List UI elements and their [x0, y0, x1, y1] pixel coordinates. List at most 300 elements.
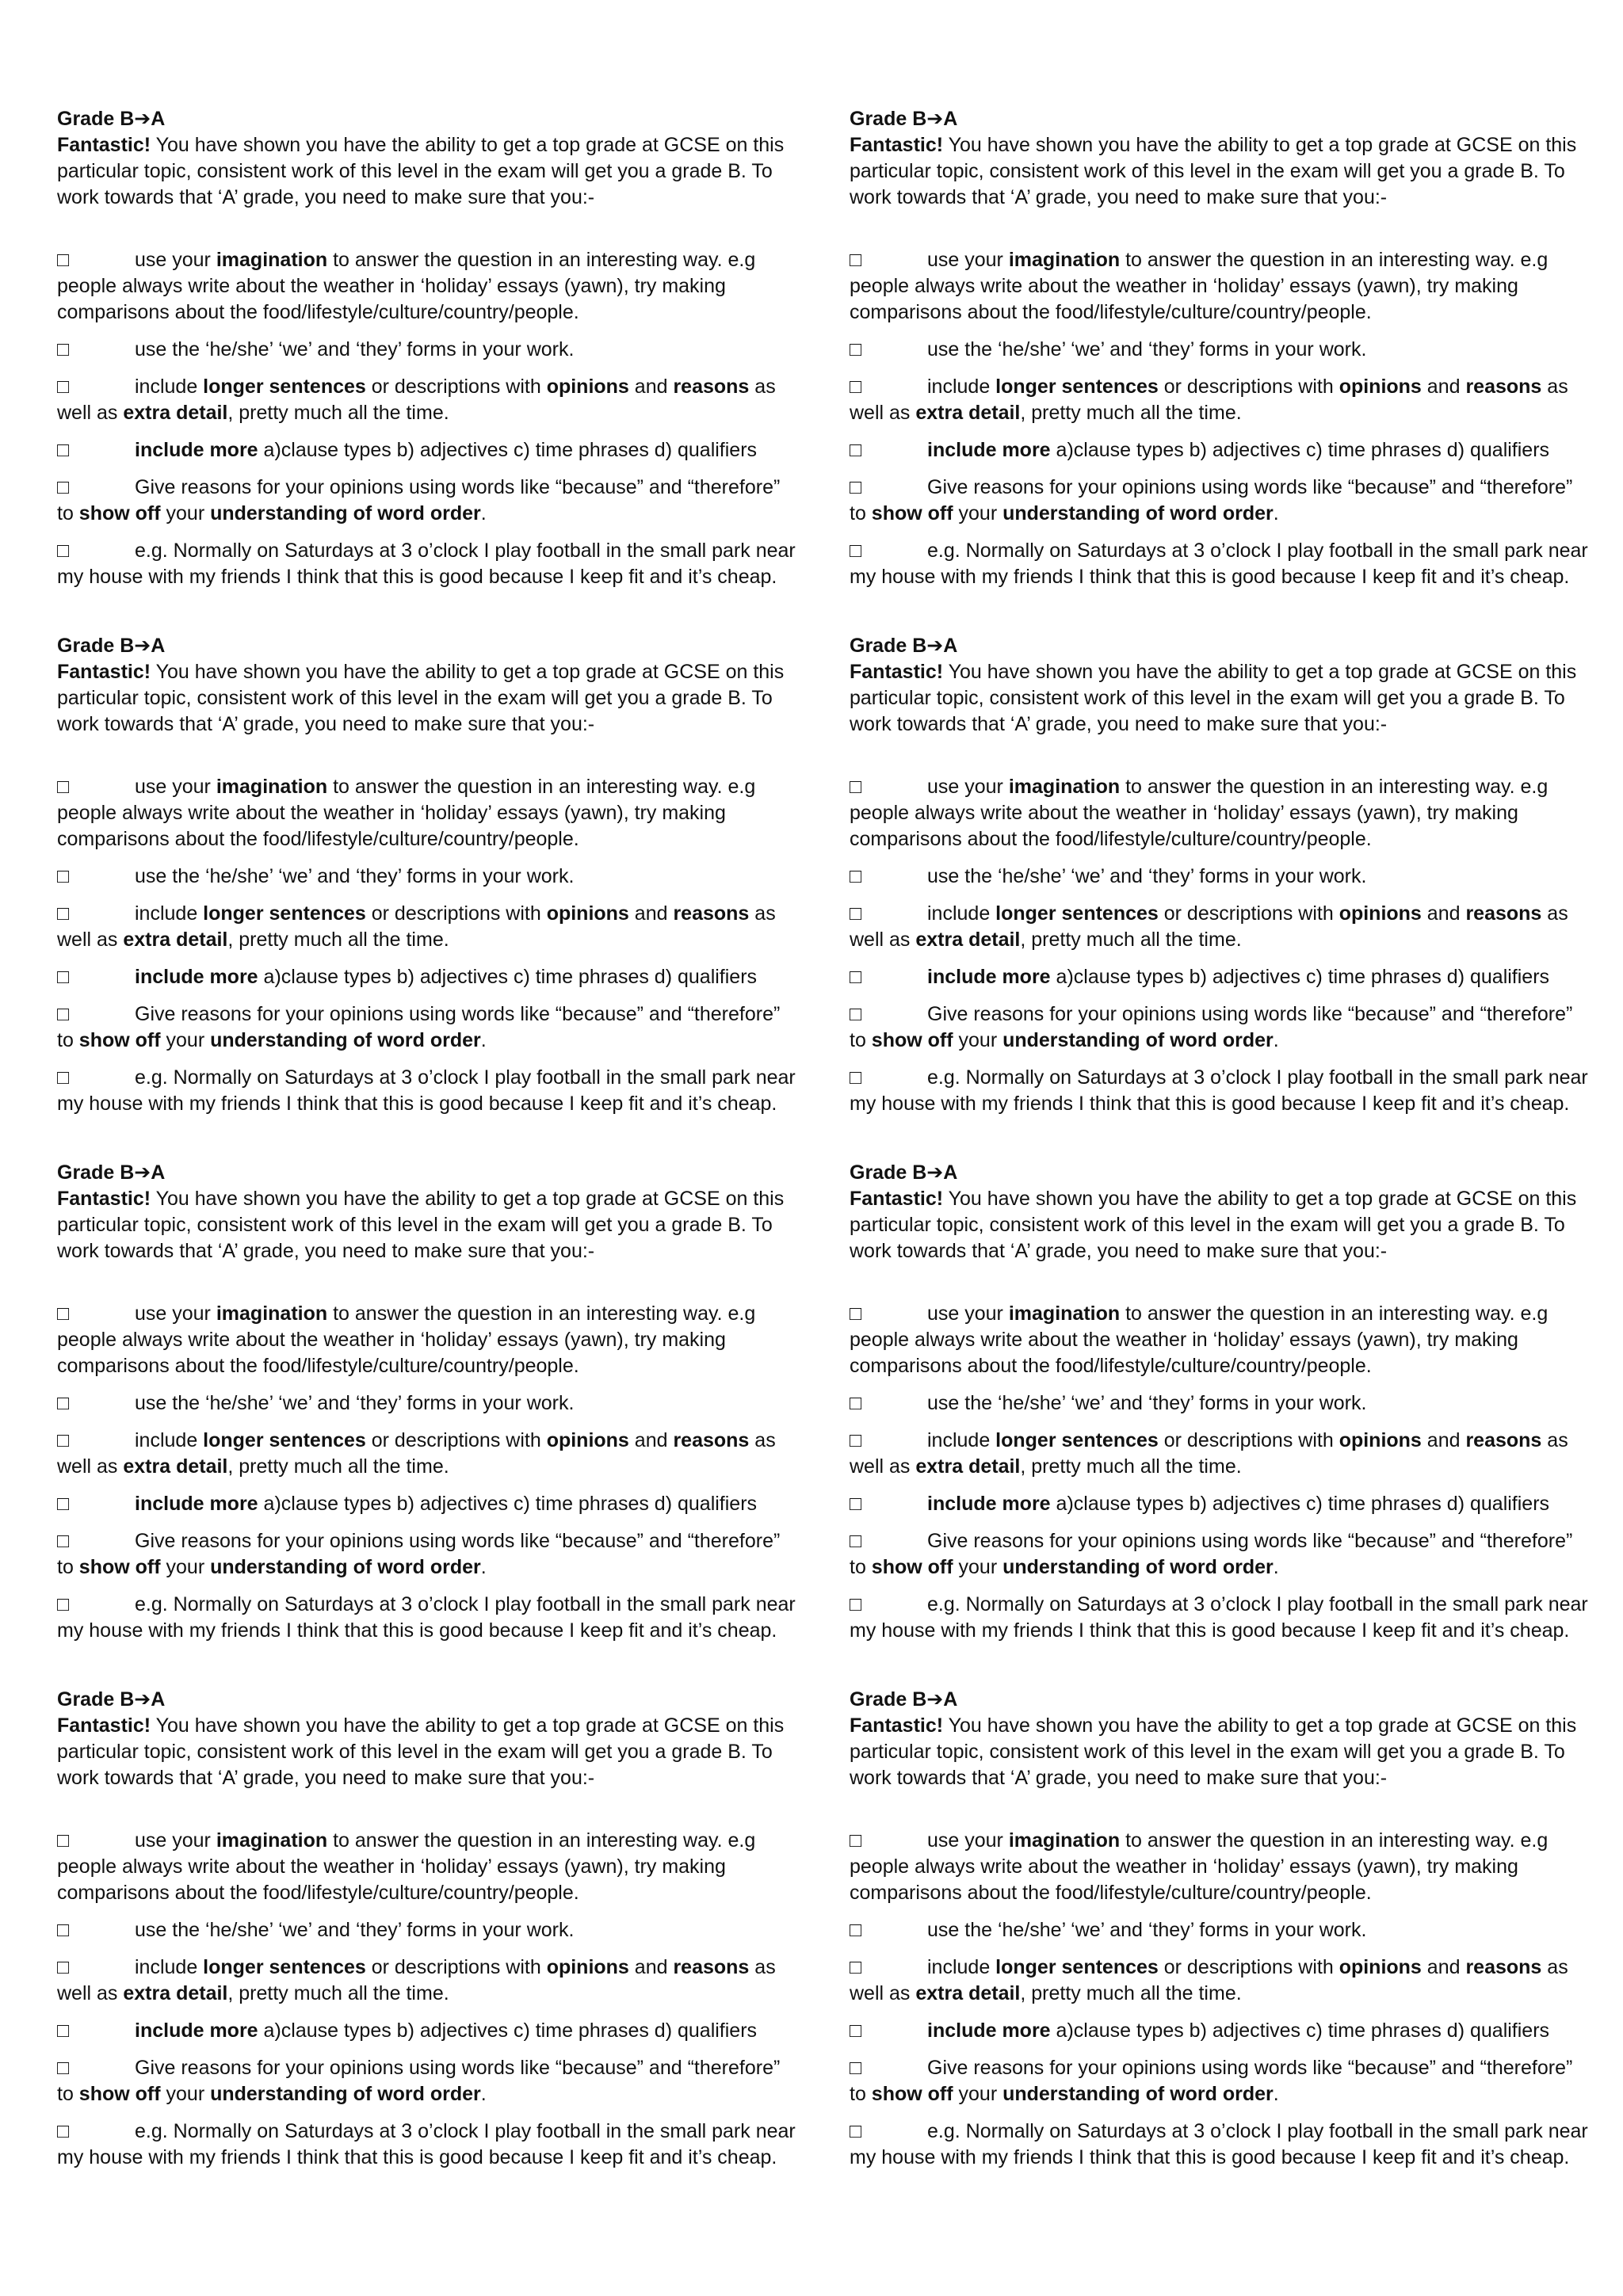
item-text: .: [480, 1029, 487, 1051]
intro-text: You have shown you have the ability to get a top grade at GCSE on this particular topic, consistent work of this level in the exam will get you a grade B. To work towards that ‘A’ grade, you need to make sure that you:-: [57, 661, 785, 735]
item-emphasis: reasons: [1465, 902, 1542, 925]
item-text: e.g. Normally on Saturdays at 3 o’clock I play football in the small park near my house with my friends I think that this is good because I keep fit and it’s cheap.: [850, 1593, 1588, 1642]
right-arrow-icon: ➔: [134, 635, 151, 657]
item-text: and: [628, 1956, 674, 1978]
checklist-item: [850, 1955, 1594, 2007]
card-heading: [850, 106, 1594, 132]
checklist-item: [57, 1491, 802, 1517]
checkbox-icon: □: [850, 1066, 862, 1089]
intro-text: You have shown you have the ability to get a top grade at GCSE on this particular topic, consistent work of this level in the exam will get you a grade B. To work towards that ‘A’ grade, you need to make sure that you:-: [850, 1188, 1577, 1262]
checklist-item: [850, 475, 1594, 527]
item-text: as well as: [57, 1429, 776, 1478]
item-text: to answer the question in an interesting way. e.g people always write about the weather in ‘holiday’ essays (yawn), try making comparisons about the food/lifestyle/culture/country/people.: [850, 249, 1549, 323]
item-text: use the ‘he/she’ ‘we’ and ‘they’ forms in your work.: [135, 1392, 575, 1414]
item-text: and: [628, 376, 674, 398]
grade-from: Grade B: [57, 635, 135, 657]
checkbox-icon: □: [57, 1593, 70, 1615]
intro-emphasis: Fantastic!: [57, 1714, 151, 1737]
intro-text: You have shown you have the ability to get a top grade at GCSE on this particular topic, consistent work of this level in the exam will get you a grade B. To work towards that ‘A’ grade, you need to make sure that you:-: [850, 1714, 1577, 1789]
item-emphasis: include more: [927, 2019, 1051, 2042]
item-emphasis: reasons: [1465, 376, 1542, 398]
intro-emphasis: Fantastic!: [57, 661, 151, 683]
item-emphasis: include more: [927, 966, 1051, 988]
checklist-item: [850, 1528, 1594, 1581]
intro-paragraph: [57, 1186, 802, 1264]
item-text: e.g. Normally on Saturdays at 3 o’clock I play football in the small park near my house with my friends I think that this is good because I keep fit and it’s cheap.: [850, 540, 1588, 588]
checklist-item: [850, 1828, 1594, 1906]
grade-to: A: [943, 635, 958, 657]
item-emphasis: extra detail: [915, 929, 1021, 951]
checklist-item: [850, 1491, 1594, 1517]
checkbox-icon: □: [850, 1003, 862, 1025]
item-emphasis: show off: [871, 1556, 953, 1578]
intro-emphasis: Fantastic!: [57, 1188, 151, 1210]
item-text: Give reasons for your opinions using words like “because” and “therefore” to: [57, 2057, 781, 2105]
checkbox-icon: □: [850, 2019, 862, 2042]
checklist-item: [850, 901, 1594, 953]
intro-emphasis: Fantastic!: [850, 1714, 944, 1737]
checklist-item: [850, 1592, 1594, 1644]
checklist-item: [850, 538, 1594, 590]
item-emphasis: longer sentences: [203, 1429, 366, 1451]
item-text: a)clause types b) adjectives c) time phrases d) qualifiers: [258, 966, 758, 988]
grade-to: A: [151, 635, 166, 657]
item-text: as well as: [57, 376, 776, 424]
checklist-item: [850, 374, 1594, 426]
item-emphasis: include more: [135, 2019, 258, 2042]
item-emphasis: opinions: [1338, 902, 1422, 925]
item-text: and: [628, 1429, 674, 1451]
item-text: include: [927, 902, 996, 925]
item-emphasis: include more: [135, 966, 258, 988]
advice-card: [850, 1687, 1594, 2202]
card-heading: [57, 633, 802, 659]
item-emphasis: show off: [78, 1556, 161, 1578]
checkbox-icon: □: [57, 966, 70, 988]
item-text: your: [160, 1029, 211, 1051]
item-text: to answer the question in an interesting way. e.g people always write about the weather in ‘holiday’ essays (yawn), try making comparisons about the food/lifestyle/culture/country/people.: [850, 1302, 1549, 1377]
item-text: to answer the question in an interesting way. e.g people always write about the weather in ‘holiday’ essays (yawn), try making comparisons about the food/lifestyle/culture/country/people.: [57, 1829, 756, 1904]
item-emphasis: longer sentences: [203, 902, 366, 925]
checklist-item: [57, 1528, 802, 1581]
intro-emphasis: Fantastic!: [850, 661, 944, 683]
checkbox-icon: □: [57, 1392, 70, 1414]
checklist-item: [850, 1001, 1594, 1054]
item-text: your: [160, 502, 211, 524]
card-heading: [850, 633, 1594, 659]
item-text: , pretty much all the time.: [227, 1982, 449, 2004]
item-text: your: [160, 1556, 211, 1578]
item-emphasis: include more: [927, 1493, 1051, 1515]
checklist-item: [850, 337, 1594, 363]
intro-paragraph: [57, 132, 802, 211]
item-text: or descriptions with: [1158, 1956, 1339, 1978]
item-emphasis: extra detail: [123, 929, 228, 951]
item-text: , pretty much all the time.: [227, 1455, 449, 1478]
item-text: and: [628, 902, 674, 925]
checkbox-icon: □: [850, 476, 862, 498]
item-text: or descriptions with: [365, 1956, 547, 1978]
advice-card: [850, 633, 1594, 1148]
item-text: your: [953, 502, 1003, 524]
checkbox-icon: □: [850, 776, 862, 798]
item-text: use the ‘he/she’ ‘we’ and ‘they’ forms in your work.: [927, 338, 1367, 360]
item-text: as well as: [57, 902, 776, 951]
item-text: as well as: [850, 1429, 1568, 1478]
intro-emphasis: Fantastic!: [57, 134, 151, 156]
item-text: use your: [135, 1302, 216, 1325]
item-text: e.g. Normally on Saturdays at 3 o’clock I play football in the small park near my house with my friends I think that this is good because I keep fit and it’s cheap.: [850, 2120, 1588, 2168]
item-emphasis: imagination: [216, 249, 328, 271]
advice-card: [850, 106, 1594, 621]
item-emphasis: longer sentences: [995, 902, 1159, 925]
checkbox-icon: □: [850, 1956, 862, 1978]
item-text: use your: [927, 776, 1009, 798]
item-emphasis: reasons: [673, 902, 750, 925]
item-emphasis: longer sentences: [203, 376, 366, 398]
item-text: , pretty much all the time.: [227, 402, 449, 424]
item-emphasis: imagination: [1008, 1302, 1121, 1325]
item-emphasis: show off: [78, 2083, 161, 2105]
item-emphasis: understanding of word order: [1002, 1029, 1274, 1051]
grade-to: A: [151, 1161, 166, 1184]
item-text: as well as: [850, 1956, 1568, 2004]
item-text: use your: [135, 249, 216, 271]
checklist-item: [850, 1428, 1594, 1480]
item-text: include: [135, 376, 204, 398]
item-emphasis: extra detail: [123, 402, 228, 424]
right-arrow-icon: ➔: [926, 1161, 944, 1184]
checkbox-icon: □: [850, 249, 862, 271]
item-text: use your: [927, 1302, 1009, 1325]
item-emphasis: show off: [871, 1029, 953, 1051]
item-text: .: [480, 502, 487, 524]
item-text: to answer the question in an interesting way. e.g people always write about the weather in ‘holiday’ essays (yawn), try making comparisons about the food/lifestyle/culture/country/people.: [57, 249, 756, 323]
checklist-item: [57, 1828, 802, 1906]
checkbox-icon: □: [850, 376, 862, 398]
checklist-item: [57, 1001, 802, 1054]
checklist-item: [57, 1065, 802, 1117]
intro-text: You have shown you have the ability to get a top grade at GCSE on this particular topic, consistent work of this level in the exam will get you a grade B. To work towards that ‘A’ grade, you need to make sure that you:-: [850, 134, 1577, 208]
item-text: include: [927, 1956, 996, 1978]
checkbox-icon: □: [850, 338, 862, 360]
item-emphasis: opinions: [1338, 1956, 1422, 1978]
checklist-item: [57, 901, 802, 953]
checklist-item: [57, 1301, 802, 1379]
checklist-item: [850, 1917, 1594, 1943]
item-text: Give reasons for your opinions using words like “because” and “therefore” to: [850, 2057, 1573, 2105]
item-text: Give reasons for your opinions using words like “because” and “therefore” to: [850, 476, 1573, 524]
checklist-item: [850, 247, 1594, 326]
checklist-item: [57, 374, 802, 426]
advice-card: [850, 1160, 1594, 1675]
checklist-item: [57, 1955, 802, 2007]
grade-from: Grade B: [850, 635, 927, 657]
item-text: use your: [135, 1829, 216, 1852]
checkbox-icon: □: [57, 865, 70, 887]
checklist-item: [57, 1390, 802, 1417]
right-arrow-icon: ➔: [926, 108, 944, 130]
checkbox-icon: □: [850, 2120, 862, 2142]
item-text: .: [1273, 2083, 1279, 2105]
checklist-item: [850, 1301, 1594, 1379]
item-text: use the ‘he/she’ ‘we’ and ‘they’ forms in your work.: [135, 865, 575, 887]
item-text: a)clause types b) adjectives c) time phrases d) qualifiers: [1050, 439, 1550, 461]
item-text: your: [953, 2083, 1003, 2105]
item-emphasis: show off: [871, 502, 953, 524]
item-text: a)clause types b) adjectives c) time phrases d) qualifiers: [258, 1493, 758, 1515]
item-text: and: [1421, 1956, 1466, 1978]
checklist-item: [850, 964, 1594, 990]
right-arrow-icon: ➔: [134, 1161, 151, 1184]
checklist-item: [850, 2055, 1594, 2107]
checkbox-icon: □: [57, 1429, 70, 1451]
item-text: or descriptions with: [365, 1429, 547, 1451]
checklist-item: [850, 864, 1594, 890]
item-text: a)clause types b) adjectives c) time phrases d) qualifiers: [1050, 2019, 1550, 2042]
item-text: .: [480, 2083, 487, 2105]
item-emphasis: understanding of word order: [1002, 1556, 1274, 1578]
checklist-item: [57, 2018, 802, 2044]
item-text: Give reasons for your opinions using words like “because” and “therefore” to: [850, 1003, 1573, 1051]
checklist-item: [57, 475, 802, 527]
item-text: use the ‘he/she’ ‘we’ and ‘they’ forms in your work.: [927, 865, 1367, 887]
item-text: use your: [927, 1829, 1009, 1852]
checkbox-icon: □: [57, 540, 70, 562]
item-text: as well as: [57, 1956, 776, 2004]
checkbox-icon: □: [850, 540, 862, 562]
checkbox-icon: □: [850, 2057, 862, 2079]
item-text: e.g. Normally on Saturdays at 3 o’clock I play football in the small park near my house with my friends I think that this is good because I keep fit and it’s cheap.: [57, 540, 796, 588]
card-heading: [850, 1687, 1594, 1713]
grade-from: Grade B: [850, 108, 927, 130]
grade-from: Grade B: [850, 1688, 927, 1711]
item-text: and: [1421, 902, 1466, 925]
item-emphasis: imagination: [1008, 776, 1121, 798]
checklist-item: [57, 2055, 802, 2107]
intro-paragraph: [850, 132, 1594, 211]
grade-from: Grade B: [57, 1688, 135, 1711]
item-text: e.g. Normally on Saturdays at 3 o’clock I play football in the small park near my house with my friends I think that this is good because I keep fit and it’s cheap.: [57, 2120, 796, 2168]
item-text: as well as: [850, 902, 1568, 951]
item-emphasis: show off: [78, 502, 161, 524]
item-emphasis: reasons: [1465, 1429, 1542, 1451]
checkbox-icon: □: [850, 865, 862, 887]
item-emphasis: imagination: [216, 1829, 328, 1852]
item-text: Give reasons for your opinions using words like “because” and “therefore” to: [850, 1530, 1573, 1578]
item-emphasis: longer sentences: [995, 1956, 1159, 1978]
intro-text: You have shown you have the ability to get a top grade at GCSE on this particular topic, consistent work of this level in the exam will get you a grade B. To work towards that ‘A’ grade, you need to make sure that you:-: [57, 1714, 785, 1789]
checkbox-icon: □: [57, 249, 70, 271]
checklist-item: [850, 774, 1594, 852]
item-emphasis: longer sentences: [203, 1956, 366, 1978]
item-text: use the ‘he/she’ ‘we’ and ‘they’ forms in your work.: [927, 1919, 1367, 1941]
item-emphasis: understanding of word order: [210, 1556, 481, 1578]
grade-to: A: [943, 1161, 958, 1184]
checkbox-icon: □: [850, 902, 862, 925]
item-text: your: [160, 2083, 211, 2105]
item-text: include: [927, 1429, 996, 1451]
item-emphasis: longer sentences: [995, 1429, 1159, 1451]
item-text: include: [927, 376, 996, 398]
item-text: use the ‘he/she’ ‘we’ and ‘they’ forms in your work.: [135, 1919, 575, 1941]
item-text: your: [953, 1556, 1003, 1578]
grade-to: A: [943, 108, 958, 130]
item-text: a)clause types b) adjectives c) time phrases d) qualifiers: [1050, 966, 1550, 988]
grade-from: Grade B: [57, 108, 135, 130]
item-text: a)clause types b) adjectives c) time phrases d) qualifiers: [1050, 1493, 1550, 1515]
item-text: , pretty much all the time.: [1020, 1982, 1242, 2004]
checklist-item: [850, 1390, 1594, 1417]
intro-emphasis: Fantastic!: [850, 134, 944, 156]
item-text: or descriptions with: [365, 376, 547, 398]
checklist-item: [57, 2119, 802, 2171]
item-emphasis: include more: [135, 1493, 258, 1515]
checkbox-icon: □: [850, 1829, 862, 1852]
item-text: and: [1421, 1429, 1466, 1451]
checkbox-icon: □: [57, 2057, 70, 2079]
right-arrow-icon: ➔: [134, 1688, 151, 1711]
intro-paragraph: [57, 659, 802, 738]
item-emphasis: include more: [927, 439, 1051, 461]
intro-paragraph: [57, 1713, 802, 1791]
grade-to: A: [151, 1688, 166, 1711]
right-arrow-icon: ➔: [926, 1688, 944, 1711]
item-emphasis: imagination: [1008, 249, 1121, 271]
item-emphasis: understanding of word order: [1002, 2083, 1274, 2105]
item-text: include: [135, 1956, 204, 1978]
item-text: or descriptions with: [365, 902, 547, 925]
item-text: your: [953, 1029, 1003, 1051]
item-text: .: [480, 1556, 487, 1578]
checkbox-icon: □: [850, 1530, 862, 1552]
checkbox-icon: □: [57, 476, 70, 498]
item-emphasis: understanding of word order: [210, 502, 481, 524]
checkbox-icon: □: [57, 1829, 70, 1852]
checklist-item: [57, 538, 802, 590]
item-emphasis: understanding of word order: [210, 1029, 481, 1051]
checklist-item: [57, 1428, 802, 1480]
item-text: .: [1273, 1556, 1279, 1578]
item-text: a)clause types b) adjectives c) time phrases d) qualifiers: [258, 2019, 758, 2042]
grade-to: A: [943, 1688, 958, 1711]
item-text: e.g. Normally on Saturdays at 3 o’clock I play football in the small park near my house with my friends I think that this is good because I keep fit and it’s cheap.: [57, 1066, 796, 1115]
checklist-item: [57, 864, 802, 890]
grade-to: A: [151, 108, 166, 130]
item-text: include: [135, 902, 204, 925]
item-text: use your: [927, 249, 1009, 271]
checkbox-icon: □: [57, 376, 70, 398]
checklist-item: [57, 1917, 802, 1943]
advice-card: [57, 633, 802, 1148]
checklist-item: [850, 2018, 1594, 2044]
checkbox-icon: □: [57, 1493, 70, 1515]
item-text: .: [1273, 502, 1279, 524]
item-text: Give reasons for your opinions using words like “because” and “therefore” to: [57, 1003, 781, 1051]
right-arrow-icon: ➔: [926, 635, 944, 657]
item-emphasis: reasons: [673, 1429, 750, 1451]
item-text: to answer the question in an interesting way. e.g people always write about the weather in ‘holiday’ essays (yawn), try making comparisons about the food/lifestyle/culture/country/people.: [57, 1302, 756, 1377]
item-text: as well as: [850, 376, 1568, 424]
card-heading: [57, 106, 802, 132]
item-text: use your: [135, 776, 216, 798]
item-text: , pretty much all the time.: [227, 929, 449, 951]
checkbox-icon: □: [57, 1956, 70, 1978]
card-heading: [57, 1687, 802, 1713]
item-emphasis: reasons: [673, 376, 750, 398]
item-text: Give reasons for your opinions using words like “because” and “therefore” to: [57, 1530, 781, 1578]
intro-text: You have shown you have the ability to get a top grade at GCSE on this particular topic, consistent work of this level in the exam will get you a grade B. To work towards that ‘A’ grade, you need to make sure that you:-: [57, 134, 785, 208]
checkbox-icon: □: [850, 1302, 862, 1325]
checkbox-icon: □: [57, 439, 70, 461]
item-emphasis: extra detail: [915, 402, 1021, 424]
checkbox-icon: □: [57, 338, 70, 360]
card-heading: [57, 1160, 802, 1186]
item-text: Give reasons for your opinions using words like “because” and “therefore” to: [57, 476, 781, 524]
checkbox-icon: □: [57, 1003, 70, 1025]
item-emphasis: include more: [135, 439, 258, 461]
checkbox-icon: □: [57, 1066, 70, 1089]
item-emphasis: opinions: [1338, 1429, 1422, 1451]
checklist-item: [850, 1065, 1594, 1117]
intro-paragraph: [850, 1713, 1594, 1791]
item-emphasis: understanding of word order: [1002, 502, 1274, 524]
advice-card: [57, 106, 802, 621]
item-text: a)clause types b) adjectives c) time phrases d) qualifiers: [258, 439, 758, 461]
item-text: include: [135, 1429, 204, 1451]
item-text: to answer the question in an interesting way. e.g people always write about the weather in ‘holiday’ essays (yawn), try making comparisons about the food/lifestyle/culture/country/people.: [850, 1829, 1549, 1904]
item-emphasis: reasons: [673, 1956, 750, 1978]
item-text: use the ‘he/she’ ‘we’ and ‘they’ forms in your work.: [927, 1392, 1367, 1414]
checkbox-icon: □: [57, 1919, 70, 1941]
checklist-item: [57, 337, 802, 363]
checkbox-icon: □: [57, 1302, 70, 1325]
checklist-item: [57, 774, 802, 852]
checklist-item: [57, 247, 802, 326]
item-text: or descriptions with: [1158, 902, 1339, 925]
advice-card: [57, 1160, 802, 1675]
checkbox-icon: □: [850, 1429, 862, 1451]
item-text: e.g. Normally on Saturdays at 3 o’clock I play football in the small park near my house with my friends I think that this is good because I keep fit and it’s cheap.: [850, 1066, 1588, 1115]
checkbox-icon: □: [57, 902, 70, 925]
item-text: or descriptions with: [1158, 376, 1339, 398]
item-emphasis: extra detail: [123, 1455, 228, 1478]
item-text: to answer the question in an interesting way. e.g people always write about the weather in ‘holiday’ essays (yawn), try making comparisons about the food/lifestyle/culture/country/people.: [57, 776, 756, 850]
item-text: and: [1421, 376, 1466, 398]
item-emphasis: opinions: [546, 376, 629, 398]
grade-from: Grade B: [57, 1161, 135, 1184]
checklist-item: [57, 437, 802, 463]
item-emphasis: imagination: [1008, 1829, 1121, 1852]
checkbox-icon: □: [850, 439, 862, 461]
item-emphasis: extra detail: [123, 1982, 228, 2004]
item-emphasis: show off: [871, 2083, 953, 2105]
item-emphasis: opinions: [546, 1429, 629, 1451]
checkbox-icon: □: [57, 2019, 70, 2042]
checklist-item: [850, 437, 1594, 463]
item-emphasis: imagination: [216, 1302, 328, 1325]
item-text: or descriptions with: [1158, 1429, 1339, 1451]
intro-emphasis: Fantastic!: [850, 1188, 944, 1210]
checkbox-icon: □: [850, 966, 862, 988]
item-text: use the ‘he/she’ ‘we’ and ‘they’ forms in your work.: [135, 338, 575, 360]
checklist-item: [57, 1592, 802, 1644]
item-text: .: [1273, 1029, 1279, 1051]
intro-text: You have shown you have the ability to get a top grade at GCSE on this particular topic, consistent work of this level in the exam will get you a grade B. To work towards that ‘A’ grade, you need to make sure that you:-: [850, 661, 1577, 735]
item-text: e.g. Normally on Saturdays at 3 o’clock I play football in the small park near my house with my friends I think that this is good because I keep fit and it’s cheap.: [57, 1593, 796, 1642]
checkbox-icon: □: [850, 1919, 862, 1941]
item-emphasis: show off: [78, 1029, 161, 1051]
